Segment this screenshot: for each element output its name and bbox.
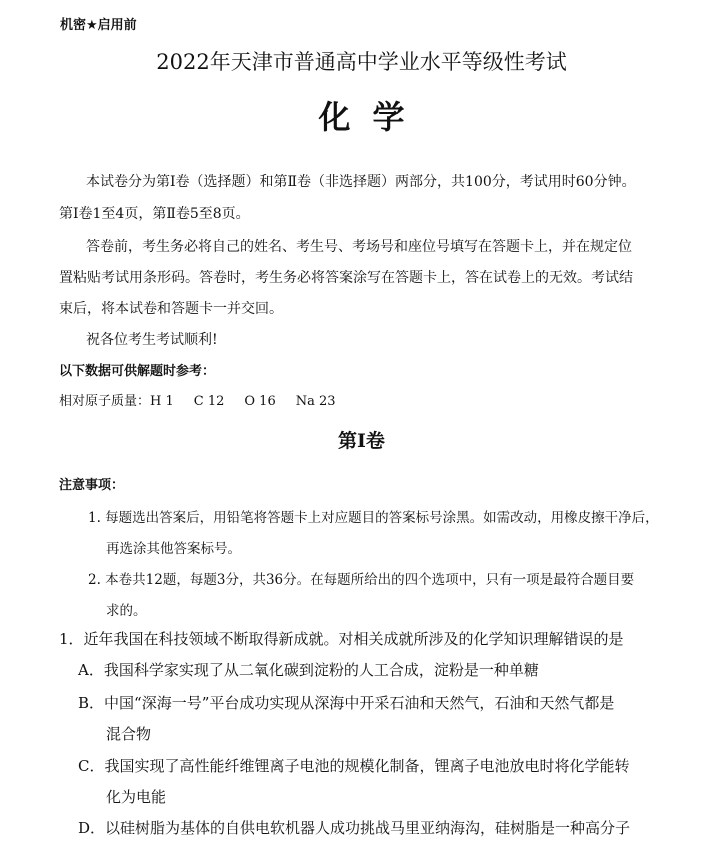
intro-paragraph-2-line-3: 束后，将本试卷和答题卡一并交回。 [59,301,283,317]
intro-paragraph-1-line-2: 第Ⅰ卷1至4页，第Ⅱ卷5至8页。 [59,206,250,222]
note-1-line-2: 再选涂其他答案标号。 [106,541,241,557]
note-1-line-1: 1. 每题选出答案后，用铅笔将答题卡上对应题目的答案标号涂黑。如需改动，用橡皮擦干净后， [88,510,659,526]
atomic-mass-line [59,390,356,409]
question-1-stem: 1．近年我国在科技领域不断取得新成就。对相关成就所涉及的化学知识理解错误的是 [59,630,624,648]
question-1-option-c-line-1: C．我国实现了高性能纤维锂离子电池的规模化制备，锂离子电池放电时将化学能转 [78,757,630,775]
question-1-option-d-line-1: D．以硅树脂为基体的自供电软机器人成功挑战马里亚纳海沟，硅树脂是一种高分子 [78,819,631,837]
atomic-mass-c: C 12 [193,394,225,409]
question-1-option-b-line-2: 混合物 [106,725,152,743]
atomic-mass-o: O 16 [244,394,276,409]
question-1-option-c-line-2: 化为电能 [106,788,167,806]
confidential-label: 机密★启用前 [60,18,137,33]
note-2-line-2: 求的。 [106,603,147,619]
intro-paragraph-2-line-1: 答卷前，考生务必将自己的姓名、考生号、考场号和座位号填写在答题卡上，并在规定位 [86,239,632,255]
atomic-mass-label: 相对原子质量： [59,394,151,409]
subject-title: 化学 [318,98,427,136]
atomic-mass-na: Na 23 [295,394,336,409]
section-title: 第Ⅰ卷 [338,430,385,452]
question-1-option-b-line-1: B．中国“深海一号”平台成功实现从深海中开采石油和天然气，石油和天然气都是 [78,694,615,712]
notes-heading: 注意事项： [59,478,125,493]
reference-heading: 以下数据可供解题时参考： [59,364,216,379]
note-2-line-1: 2. 本卷共12题，每题3分，共36分。在每题所给出的四个选项中，只有一项是最符合题目要 [88,572,635,588]
exam-title: 2022年天津市普通高中学业水平等级性考试 [156,50,567,74]
intro-paragraph-1-line-1: 本试卷分为第Ⅰ卷（选择题）和第Ⅱ卷（非选择题）两部分，共100分，考试用时60分钟。 [86,174,636,190]
question-1-option-a: A．我国科学家实现了从二氧化碳到淀粉的人工合成，淀粉是一种单糖 [78,661,539,679]
intro-paragraph-2-line-2: 置粘贴考试用条形码。答卷时，考生务必将答案涂写在答题卡上，答在试卷上的无效。考试结 [59,270,633,286]
good-luck-text: 祝各位考生考试顺利! [86,332,218,348]
atomic-mass-h: H 1 [150,394,174,409]
